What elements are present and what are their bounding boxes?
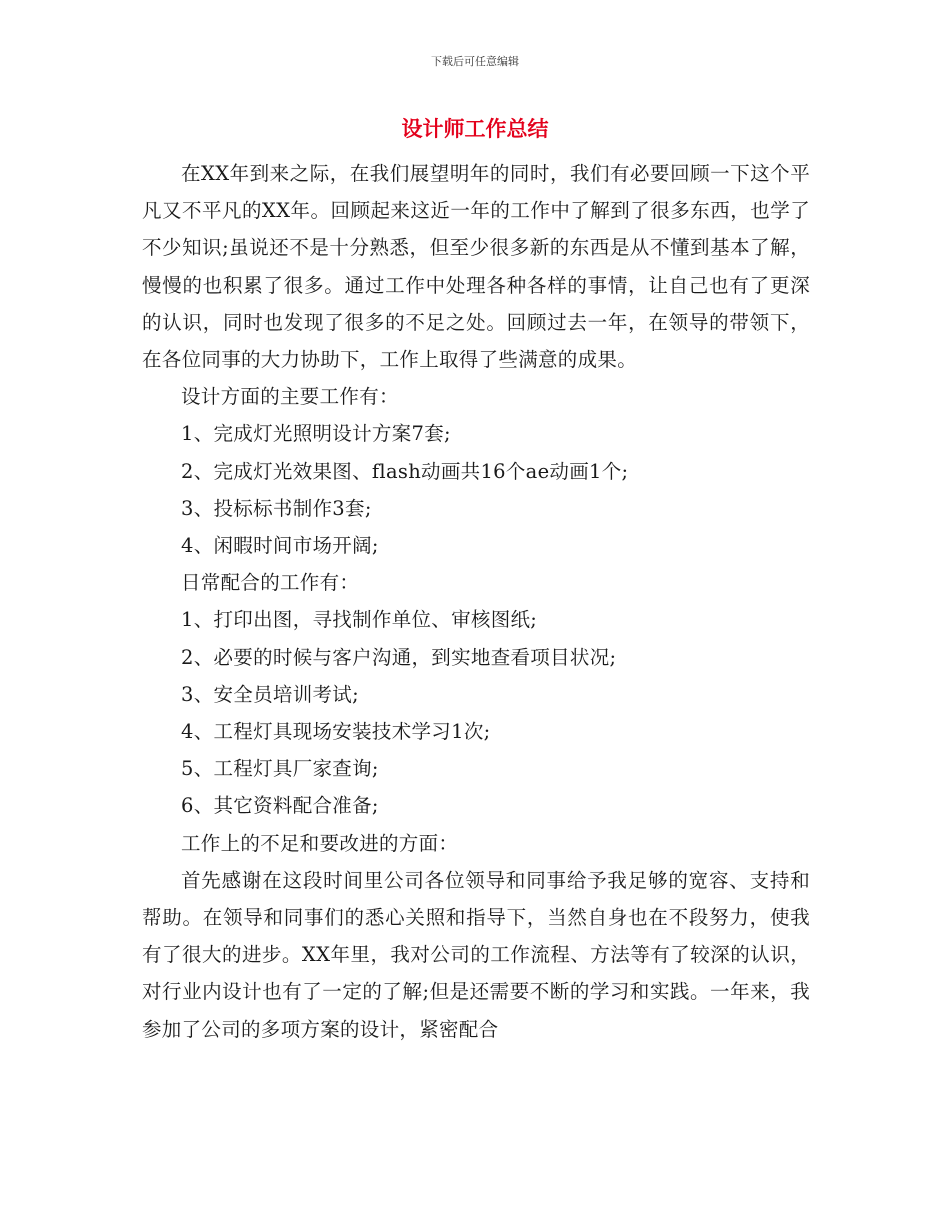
design-section-heading: 设计方面的主要工作有： xyxy=(181,385,399,409)
document-body xyxy=(142,155,810,1048)
design-item: 1、完成灯光照明设计方案7套; xyxy=(181,422,451,446)
daily-item: 4、工程灯具现场安装技术学习1次; xyxy=(181,720,491,744)
daily-item: 6、其它资料配合准备; xyxy=(181,794,379,818)
improvement-paragraph: 首先感谢在这段时间里公司各位领导和同事给予我足够的宽容、支持和帮助。在领导和同事们的悉心关照和指导下，当然自身也在不段努力，使我有了很大的进步。XX年里，我对公司的工作流程、方法等有了较深的认识，对行业内设计也有了一定的了解;但是还需要不断的学习和实践。一年来，我参加了公司的多项方案的设计，紧密配合 xyxy=(142,868,810,1041)
document-title: 设计师工作总结 xyxy=(401,117,549,141)
daily-section-heading: 日常配合的工作有： xyxy=(181,571,360,595)
intro-paragraph: 在XX年到来之际，在我们展望明年的同时，我们有必要回顾一下这个平凡又不平凡的XX年。回顾起来这近一年的工作中了解到了很多东西，也学了不少知识;虽说还不是十分熟悉，但至少很多新的东西是从不懂到基本了解，慢慢的也积累了很多。通过工作中处理各种各样的事情，让自己也有了更深的认识，同时也发现了很多的不足之处。回顾过去一年，在领导的带领下，在各位同事的大力协助下，工作上取得了些满意的成果。 xyxy=(142,162,810,372)
improvement-section-heading: 工作上的不足和要改进的方面： xyxy=(181,831,459,855)
daily-item: 5、工程灯具厂家查询; xyxy=(181,757,379,781)
daily-item: 3、安全员培训考试; xyxy=(181,682,359,706)
daily-item: 1、打印出图，寻找制作单位、审核图纸; xyxy=(181,608,538,632)
design-item: 3、投标标书制作3套; xyxy=(181,496,372,520)
daily-item: 2、必要的时候与客户沟通，到实地查看项目状况; xyxy=(181,645,617,669)
header-note: 下载后可任意编辑 xyxy=(431,55,519,68)
design-item: 2、完成灯光效果图、flash动画共16个ae动画1个; xyxy=(181,459,629,483)
design-item: 4、闲暇时间市场开阔; xyxy=(181,534,379,558)
